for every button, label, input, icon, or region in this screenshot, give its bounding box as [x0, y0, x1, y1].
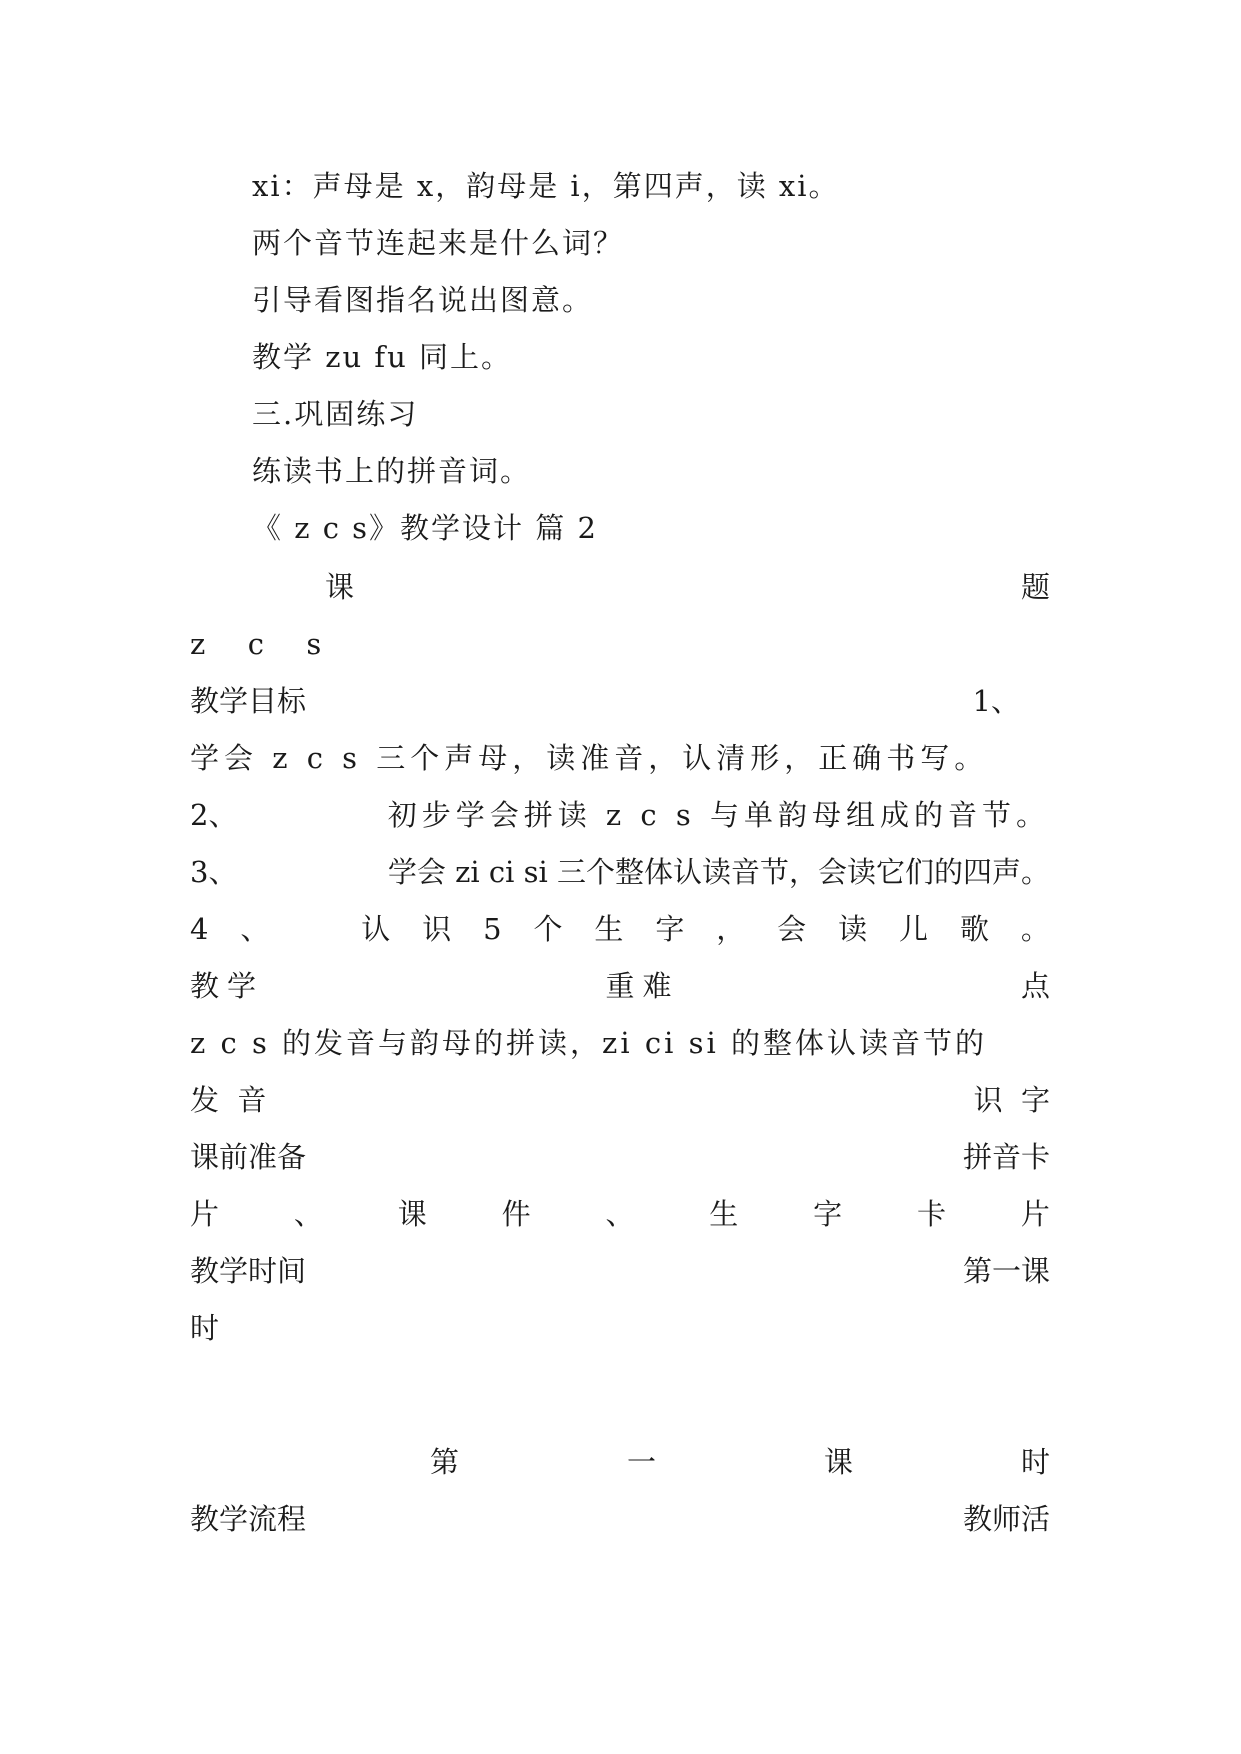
label: 2、	[190, 798, 238, 832]
label: ，	[716, 912, 746, 946]
label: 教学流程	[190, 1502, 307, 1536]
label: 重难	[605, 969, 680, 1003]
label: 片	[190, 1197, 220, 1231]
label: 5	[483, 912, 502, 946]
text-line: 练读书上的拼音词。	[252, 454, 532, 488]
row-nandian	[190, 966, 1050, 1006]
text-line: 教学 zu fu 同上。	[252, 340, 513, 374]
goal-line	[190, 852, 1050, 892]
label: 课前准备	[190, 1140, 307, 1174]
label: 一	[626, 1445, 656, 1479]
row-keti	[190, 567, 1050, 607]
label: 件	[501, 1197, 531, 1231]
label: 、	[240, 912, 270, 946]
label: 第一课	[962, 1254, 1050, 1288]
label: 卡	[917, 1197, 947, 1231]
text-line: z c s	[190, 627, 330, 661]
text-line: 时	[190, 1311, 222, 1345]
text-line: 两个音节连起来是什么词？	[252, 226, 625, 260]
label: 教师活	[962, 1502, 1050, 1536]
text-line: xi：声母是 x，韵母是 i，第四声，读 xi。	[252, 169, 840, 203]
document-title: 《 z c s》教学设计 篇 2	[252, 511, 598, 545]
label: 教学目标	[190, 684, 307, 718]
label: 识 字	[973, 1083, 1050, 1117]
label: 教学	[190, 969, 265, 1003]
row-zhunbei	[190, 1137, 1050, 1177]
row-fayin	[190, 1080, 1050, 1120]
label: 拼音卡	[962, 1140, 1050, 1174]
goal-line: 学会 z c s 三个声母，读准音，认清形，正确书写。	[190, 741, 989, 775]
label: 初步学会拼读 z c s 与单韵母组成的音节。	[387, 798, 1050, 832]
label: 识	[422, 912, 452, 946]
text-line: z c s 的发音与韵母的拼读，zi ci si 的整体认读音节的	[190, 1026, 987, 1060]
label: 时	[1020, 1445, 1050, 1479]
row-liucheng	[190, 1499, 1050, 1539]
label: 、	[605, 1197, 635, 1231]
label: 字	[813, 1197, 843, 1231]
label: 课	[823, 1445, 853, 1479]
label: 字	[655, 912, 685, 946]
goal-line	[190, 795, 1050, 835]
row-shijian	[190, 1251, 1050, 1291]
label: 、	[293, 1197, 323, 1231]
label: 会	[777, 912, 807, 946]
text-line: 引导看图指名说出图意。	[252, 283, 594, 317]
label: 。	[1020, 912, 1050, 946]
goal-line	[190, 909, 1050, 949]
label: 发 音	[190, 1083, 267, 1117]
label: 认	[361, 912, 391, 946]
label: 点	[1020, 969, 1050, 1003]
label: 片	[1020, 1197, 1050, 1231]
label: 课	[325, 570, 355, 604]
label: 生	[709, 1197, 739, 1231]
label: 读	[838, 912, 868, 946]
label: 1、	[972, 684, 1020, 718]
row-diyike	[190, 1442, 1050, 1482]
row-mubiao	[190, 681, 1050, 721]
label: 课	[397, 1197, 427, 1231]
label: 个	[533, 912, 563, 946]
row-kapian	[190, 1194, 1050, 1234]
label: 教学时间	[190, 1254, 307, 1288]
label: 生	[594, 912, 624, 946]
label: 4	[190, 912, 209, 946]
label: 学会 zi ci si 三个整体认读音节，会读它们的四声。	[387, 855, 1050, 889]
label: 第	[430, 1445, 460, 1479]
label: 歌	[959, 912, 989, 946]
label: 3、	[190, 855, 238, 889]
section-heading: 三.巩固练习	[252, 397, 419, 431]
label: 题	[1020, 570, 1050, 604]
label: 儿	[899, 912, 929, 946]
